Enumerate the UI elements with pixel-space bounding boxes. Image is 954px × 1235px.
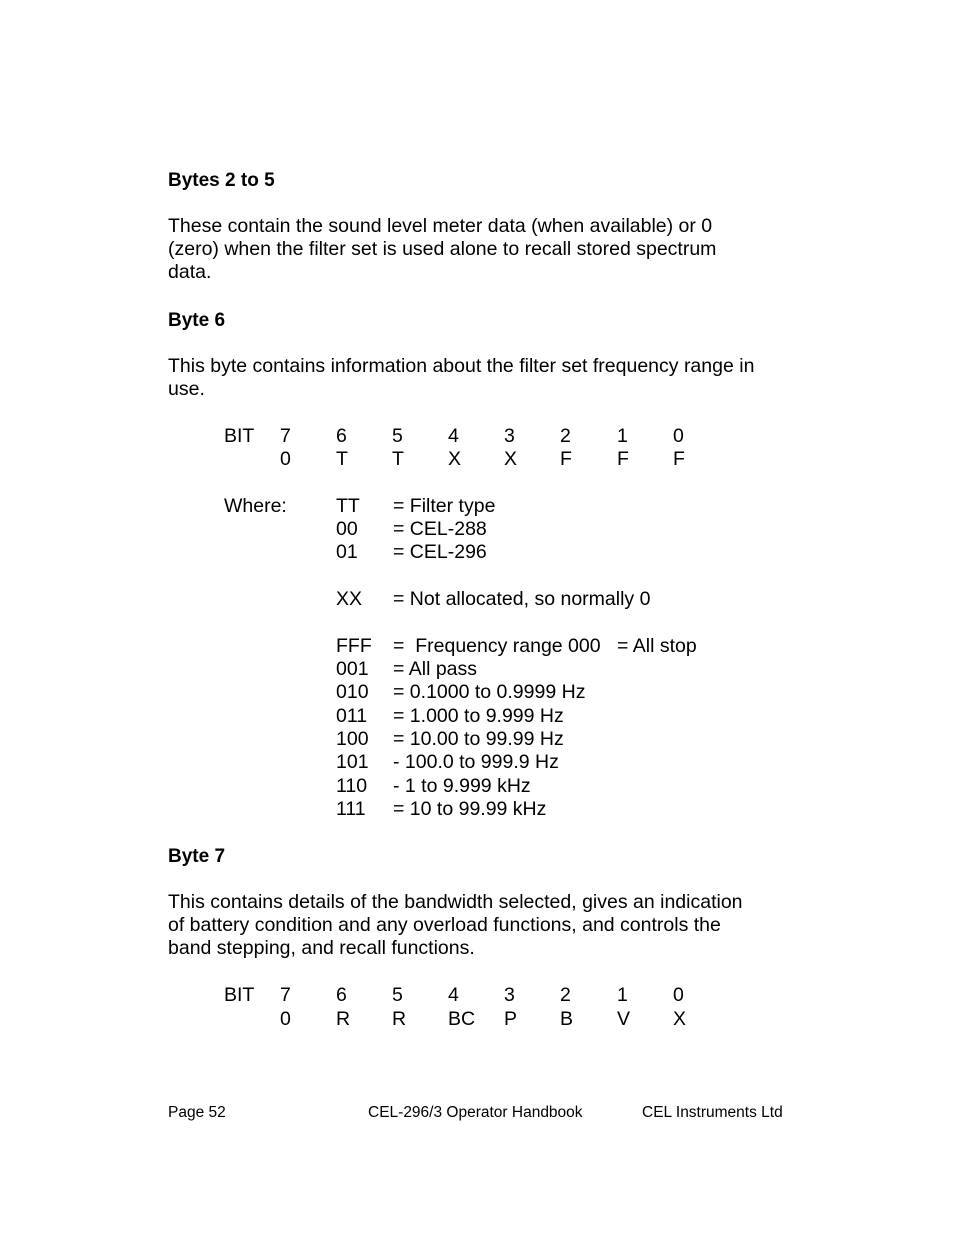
paragraph-line: (zero) when the filter set is used alone to recall stored spectrum — [168, 238, 717, 260]
where-desc: = CEL-296 — [393, 541, 487, 563]
bit-value: X — [673, 1008, 687, 1030]
where-code: 010 — [336, 681, 369, 703]
where-desc: = All pass — [393, 658, 478, 680]
where-code: 01 — [336, 541, 358, 563]
where-desc: = Filter type — [393, 495, 496, 517]
bit-value: P — [504, 1008, 518, 1030]
heading-byte-6: Byte 6 — [168, 310, 226, 331]
where-desc: = 10 to 99.99 kHz — [393, 798, 547, 820]
bit-number: 0 — [673, 425, 684, 447]
heading-byte-7: Byte 7 — [168, 846, 226, 867]
where-desc: = Not allocated, so normally 0 — [393, 588, 651, 610]
bit-number: 2 — [560, 425, 571, 447]
bit-value: F — [560, 448, 572, 470]
bit-value: BC — [448, 1008, 476, 1030]
bit-value: 0 — [280, 448, 291, 470]
where-desc: = 1.000 to 9.999 Hz — [393, 705, 564, 727]
bit-value: X — [448, 448, 462, 470]
paragraph-line: of battery condition and any overload functions, and controls the — [168, 914, 721, 936]
bit-number: 3 — [504, 984, 515, 1006]
where-label: Where: — [224, 495, 287, 517]
bit-value: X — [504, 448, 518, 470]
paragraph-line: use. — [168, 378, 205, 400]
bit-label: BIT — [224, 425, 255, 447]
bit-value: T — [336, 448, 348, 470]
footer-page-number: Page 52 — [168, 1104, 226, 1121]
where-desc: - 100.0 to 999.9 Hz — [393, 751, 559, 773]
where-desc: - 1 to 9.999 kHz — [393, 775, 531, 797]
paragraph-line: data. — [168, 261, 212, 283]
where-desc: = CEL-288 — [393, 518, 487, 540]
where-extra: = All stop — [617, 635, 697, 657]
paragraph-line: This contains details of the bandwidth selected, gives an indication — [168, 891, 743, 913]
bit-number: 4 — [448, 425, 459, 447]
bit-value: R — [336, 1008, 351, 1030]
bit-number: 4 — [448, 984, 459, 1006]
bit-value: R — [392, 1008, 407, 1030]
where-desc: = 10.00 to 99.99 Hz — [393, 728, 564, 750]
where-code: 001 — [336, 658, 369, 680]
bit-number: 1 — [617, 425, 628, 447]
bit-number: 5 — [392, 984, 403, 1006]
paragraph-line: This byte contains information about the filter set frequency range in — [168, 355, 755, 377]
paragraph-line: band stepping, and recall functions. — [168, 937, 475, 959]
bit-value: F — [673, 448, 685, 470]
where-code: FFF — [336, 635, 372, 657]
bit-number: 7 — [280, 425, 291, 447]
where-code: 00 — [336, 518, 358, 540]
bit-label: BIT — [224, 984, 255, 1006]
where-code: 100 — [336, 728, 369, 750]
bit-value: T — [392, 448, 404, 470]
where-code: 110 — [336, 775, 368, 797]
footer-document-title: CEL-296/3 Operator Handbook — [368, 1104, 583, 1121]
bit-value: V — [617, 1008, 631, 1030]
bit-value: F — [617, 448, 629, 470]
bit-number: 2 — [560, 984, 571, 1006]
where-code: TT — [336, 495, 360, 517]
bit-value: B — [560, 1008, 574, 1030]
where-code: 011 — [336, 705, 368, 727]
where-code: 111 — [336, 798, 366, 820]
bit-number: 3 — [504, 425, 515, 447]
bit-number: 0 — [673, 984, 684, 1006]
paragraph-line: These contain the sound level meter data (when available) or 0 — [168, 215, 713, 237]
where-desc: = 0.1000 to 0.9999 Hz — [393, 681, 586, 703]
bit-number: 7 — [280, 984, 291, 1006]
where-code: 101 — [336, 751, 369, 773]
where-code: XX — [336, 588, 363, 610]
bit-number: 1 — [617, 984, 628, 1006]
bit-value: 0 — [280, 1008, 291, 1030]
bit-number: 6 — [336, 984, 347, 1006]
bit-number: 6 — [336, 425, 347, 447]
bit-number: 5 — [392, 425, 403, 447]
heading-bytes-2-to-5: Bytes 2 to 5 — [168, 170, 275, 191]
footer-company: CEL Instruments Ltd — [642, 1104, 783, 1121]
where-desc: = Frequency range 000 — [393, 635, 601, 657]
